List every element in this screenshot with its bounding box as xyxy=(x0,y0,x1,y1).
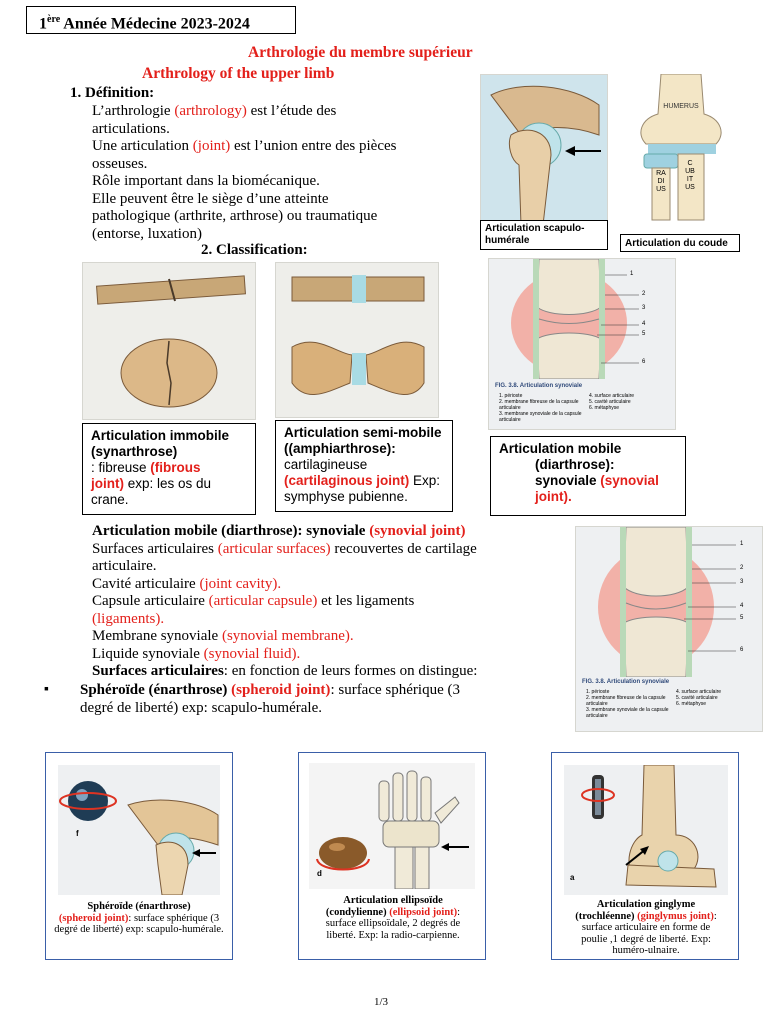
synovial-joint-figure-1 xyxy=(488,258,676,430)
year-rest: Année Médecine 2023-2024 xyxy=(60,15,250,33)
card-spheroid xyxy=(45,752,233,960)
title-en: Arthrology of the upper limb xyxy=(142,65,335,82)
spheroid-bullet-text: Sphéroïde (énarthrose) (spheroid joint): surface sphérique (3 degré de liberté) exp: scapulo-humérale. xyxy=(80,682,460,716)
synovial2-num-2: 2 xyxy=(740,565,744,571)
spheroid-image xyxy=(58,765,220,895)
synovial-fig-title-2: FIG. 3.8. Articulation synoviale xyxy=(582,679,670,685)
page-number: 1/3 xyxy=(374,996,389,1008)
definition-heading: 1. Définition: xyxy=(70,85,155,101)
synovial-joint-figure-2 xyxy=(575,526,763,732)
card3-letter: a xyxy=(570,873,575,882)
synovial-legend-left-1: 1. périoste 2. membrane fibreuse de la capsule articulaire 3. membrane synoviale de la capsule articulaire xyxy=(499,393,582,423)
card-ellipsoid xyxy=(298,752,486,960)
synarthrosis-caption: Articulation immobile (synarthrose) : fibreuse (fibrous joint) exp: les os du crane. xyxy=(82,423,256,515)
synovial-num-6: 6 xyxy=(642,359,646,365)
humerus-label: HUMERUS xyxy=(663,103,699,110)
classification-heading: 2. Classification: xyxy=(201,242,308,258)
radius-label: RADIUS xyxy=(656,170,666,193)
ginglymus-image xyxy=(564,765,728,895)
synovial2-num-4: 4 xyxy=(740,603,744,609)
amphiarthrosis-image xyxy=(275,262,439,418)
amphiarthrosis-caption: Articulation semi-mobile ((amphiarthrose): cartilagineuse (cartilaginous joint) Exp: symphyse pubienne. xyxy=(275,420,453,512)
definition-text: L’arthrologie (arthrology) est l’étude des articulations. Une articulation (joint) est l’union entre des pièces osseuses. Rôle important dans la biomécanique. Elle peuvent être le siège d’une atteinte pathologique (arthrite, arthrose) ou traumatique (entorse, luxation) xyxy=(92,103,397,242)
year-prefix: 1 xyxy=(39,15,47,33)
course-year-box xyxy=(26,6,296,34)
synovial-legend-right-2: 4. surface articulaire 5. cavité articulaire 6. métaphyse xyxy=(676,689,722,707)
card1-letter: f xyxy=(76,829,79,838)
card2-letter: d xyxy=(317,869,322,878)
card-ginglymus-caption: Articulation ginglyme (trochléenne) (ginglymus joint): surface articulaire en forme de poulie ,1 degré de liberté. Exp: huméro-ulnaire. xyxy=(575,899,717,956)
synovial-num-4: 4 xyxy=(642,321,646,327)
synovial-num-5: 5 xyxy=(642,331,646,337)
shoulder-caption: Articulation scapulo-humérale xyxy=(480,220,608,250)
synovial-num-3: 3 xyxy=(642,305,646,311)
synovial2-num-5: 5 xyxy=(740,615,744,621)
synovial-num-1: 1 xyxy=(630,271,634,277)
cubitus-label: CUBITUS xyxy=(685,160,695,191)
year-sup: ère xyxy=(47,14,61,25)
card-ellipsoid-caption: Articulation ellipsoïde (condylienne) (ellipsoid joint): surface ellipsoïdale, 2 degrés de liberté. Exp: la radio-carpienne. xyxy=(325,895,461,941)
synovial2-num-1: 1 xyxy=(740,541,744,547)
synarthrosis-image xyxy=(82,262,256,420)
elbow-joint-image xyxy=(626,74,736,234)
synovial-fig-title-1: FIG. 3.8. Articulation synoviale xyxy=(495,383,583,389)
synovial-legend-right-1: 4. surface articulaire 5. cavité articulaire 6. métaphyse xyxy=(589,393,635,411)
bullet-square: ▪ xyxy=(44,682,49,697)
diarthrosis-section: Articulation mobile (diarthrose): synoviale (synovial joint) Surfaces articulaires (articular surfaces) recouvertes de cartilage articulaire. Cavité articulaire (joint cavity). Capsule articulaire (articular capsule) et les ligaments (ligaments). Membrane synoviale (synovial membrane). Liquide synoviale (synovial fluid). Surfaces articulaires: en fonction de leurs formes on distingue: xyxy=(92,523,478,679)
elbow-caption: Articulation du coude xyxy=(620,234,740,252)
synovial2-num-3: 3 xyxy=(740,579,744,585)
card-ginglymus xyxy=(551,752,739,960)
synovial-num-2: 2 xyxy=(642,291,646,297)
diarthrosis-caption: Articulation mobile (diarthrose): synoviale (synovial joint). xyxy=(490,436,686,516)
synovial2-num-6: 6 xyxy=(740,647,744,653)
title-fr: Arthrologie du membre supérieur xyxy=(248,44,473,61)
ellipsoid-image xyxy=(309,763,475,889)
card-spheroid-caption: Sphéroïde (énarthrose) (spheroid joint): surface sphérique (3 degré de liberté) exp: scapulo-humérale. xyxy=(54,901,224,935)
synovial-legend-left-2: 1. périoste 2. membrane fibreuse de la capsule articulaire 3. membrane synoviale de la capsule articulaire xyxy=(586,689,669,719)
